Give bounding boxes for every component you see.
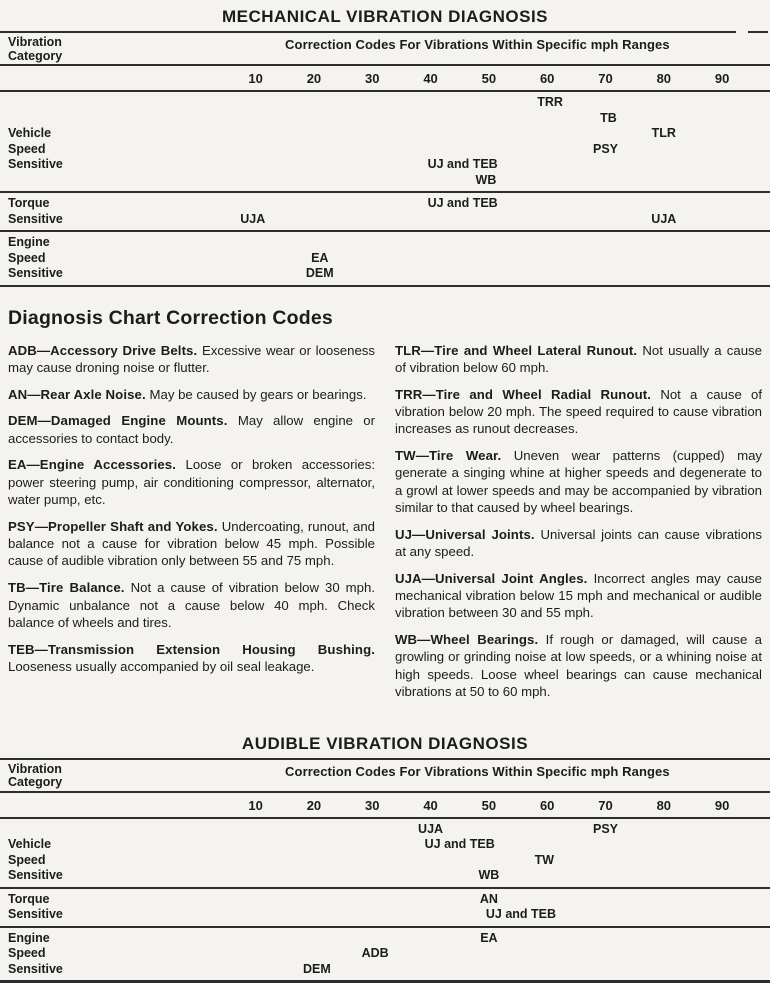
code-uj-and-teb: UJ and TEB (427, 196, 498, 210)
category-label-sensitive: Sensitive (8, 961, 63, 976)
code-tb: TB (600, 110, 617, 125)
mph-tick-80: 80 (656, 71, 672, 86)
mph-tick-20: 20 (306, 71, 322, 86)
code-ea: EA (480, 930, 498, 945)
category-label-sensitive: Sensitive (8, 907, 63, 922)
table-line (0, 142, 770, 158)
category-label-engine: Engine (8, 930, 50, 945)
audible-table-body (0, 819, 770, 983)
mph-tick-10: 10 (248, 71, 263, 86)
category-label-speed: Speed (8, 250, 46, 265)
code-adb: ADB (361, 946, 389, 961)
category-label-sensitive: Sensitive (8, 868, 63, 883)
code-uj-and-teb: UJ and TEB (427, 157, 498, 171)
category-label-speed: Speed (8, 946, 46, 961)
definition-term: TB—Tire Balance. (8, 580, 131, 596)
definition-an (8, 386, 375, 403)
engine-speed-sensitive (0, 232, 770, 287)
definition-text: Not a cause of vibration below 30 mph. Dynamic unbalance not a cause below 40 mph. Check balance of wheels and tires. (8, 580, 375, 630)
mph-tick-90: 90 (714, 71, 730, 86)
mechanical-table-header (0, 33, 770, 64)
code-dem: DEM (305, 266, 334, 280)
table-line (0, 822, 770, 838)
code-tlr: TLR (651, 126, 676, 140)
definition-dem (8, 412, 375, 447)
code-uja: UJA (418, 821, 444, 836)
table-line (0, 931, 770, 947)
code-uja: UJA (651, 211, 677, 226)
category-label-speed: Speed (8, 141, 46, 156)
category-label-sensitive: Sensitive (8, 266, 63, 280)
table-line (0, 266, 770, 282)
category-label-torque: Torque (8, 196, 50, 210)
table-line (0, 111, 770, 127)
definitions-heading: Diagnosis Chart Correction Codes (8, 306, 333, 329)
category-header-line2: Category (8, 775, 63, 790)
table-line (0, 173, 770, 189)
mechanical-mph-scale (0, 66, 770, 90)
audible-diagnosis-section (0, 734, 770, 983)
category-label-vehicle: Vehicle (8, 126, 52, 140)
mph-tick-80: 80 (656, 797, 672, 813)
definition-term: UJ—Universal Joints. (395, 526, 541, 542)
code-dem: DEM (302, 961, 331, 976)
definition-text: Not a cause of vibration below 20 mph. The speed required to cause vibration increases as runout decreases. (395, 386, 762, 437)
table-line (0, 212, 770, 228)
code-wb: WB (478, 868, 500, 883)
table-line (0, 235, 770, 251)
definition-text: Loose or broken accessories: power steering pump, air conditioning compressor, alternator, water pump, etc. (8, 457, 375, 508)
definition-text: Uneven wear patterns (cupped) may generate a singing whine at higher speeds and degenerate to a growl at lower speeds and may be accompanied by vibration similar to that caused by wheel bearings. (395, 447, 763, 515)
definition-term: EA—Engine Accessories. (8, 457, 186, 473)
definition-uj (395, 526, 762, 561)
code-uj-and-teb: UJ and TEB (424, 837, 495, 852)
definition-text: Undercoating, runout, and balance not a cause for vibration below 45 mph. Possible cause of audible vibration only between 55 and 75 mph. (8, 518, 375, 569)
definition-term: UJA—Universal Joint Angles. (395, 570, 594, 586)
category-label-torque: Torque (8, 891, 50, 906)
definitions-left-column (8, 342, 375, 710)
code-ea: EA (311, 250, 329, 265)
table-line (0, 853, 770, 869)
definition-text: May be caused by gears or bearings. (149, 386, 367, 402)
vehicle-speed-sensitive (0, 819, 770, 889)
definition-uja (395, 570, 762, 622)
definition-term: TEB—Transmission Extension Housing Bushing. (8, 641, 375, 657)
torque-sensitive (0, 193, 770, 232)
definition-teb (8, 641, 375, 676)
definition-text: Not usually a cause of vibration below 60 mph. (395, 342, 762, 375)
engine-speed-sensitive (0, 928, 770, 983)
category-label-speed: Speed (8, 852, 46, 867)
definition-tlr (395, 342, 762, 377)
definition-term: TRR—Tire and Wheel Radial Runout. (395, 386, 661, 402)
mph-tick-60: 60 (539, 797, 555, 813)
torque-sensitive (0, 889, 770, 928)
codes-column-header: Correction Codes For Vibrations Within Specific mph Ranges (285, 763, 670, 779)
category-label-sensitive: Sensitive (8, 157, 63, 171)
definition-adb (8, 342, 375, 377)
mph-tick-10: 10 (248, 797, 263, 813)
audible-mph-scale (0, 793, 770, 817)
definition-trr (395, 386, 762, 438)
definition-term: TLR—Tire and Wheel Lateral Runout. (395, 342, 643, 358)
table-line (0, 962, 770, 978)
category-label-vehicle: Vehicle (8, 837, 52, 852)
code-psy: PSY (592, 821, 619, 836)
table-line (0, 946, 770, 962)
audible-table-title: AUDIBLE VIBRATION DIAGNOSIS (241, 733, 529, 753)
definition-text: Universal joints can cause vibrations at any speed. (395, 526, 762, 559)
definition-text: Incorrect angles may cause mechanical vibration below 15 mph and mechanical or audible vibration between 30 and 55 mph. (395, 570, 762, 621)
mechanical-table-title: MECHANICAL VIBRATION DIAGNOSIS (221, 7, 549, 26)
definition-term: TW—Tire Wear. (395, 447, 514, 463)
mph-tick-70: 70 (598, 797, 613, 813)
definition-psy (8, 518, 375, 570)
definition-term: WB—Wheel Bearings. (395, 632, 546, 648)
code-trr: TRR (537, 95, 563, 109)
definition-term: AN—Rear Axle Noise. (8, 386, 150, 402)
mph-tick-30: 30 (365, 797, 380, 813)
category-header-line2: Category (8, 48, 63, 63)
mph-tick-40: 40 (423, 71, 438, 86)
mechanical-table-body (0, 92, 770, 287)
definition-tb (8, 579, 375, 631)
mph-tick-60: 60 (539, 71, 555, 86)
mph-tick-30: 30 (365, 71, 380, 86)
category-header-line1: Vibration (8, 35, 62, 49)
table-line (0, 251, 770, 267)
mph-tick-70: 70 (598, 71, 613, 86)
mph-tick-50: 50 (481, 71, 497, 86)
mph-tick-40: 40 (423, 797, 438, 813)
definition-term: DEM—Damaged Engine Mounts. (8, 413, 238, 429)
vehicle-speed-sensitive (0, 92, 770, 193)
code-tw: TW (534, 852, 554, 867)
mph-tick-90: 90 (714, 797, 730, 813)
code-psy: PSY (592, 141, 619, 156)
definition-text: May allow engine or accessories to contact body. (8, 413, 375, 446)
definition-text: If rough or damaged, will cause a growling or grinding noise at low speeds, or a whining noise at high speeds. Loose wheel bearings can cause mechanical vibrations at 50 to 60 mph. (395, 632, 762, 700)
table-line (0, 196, 770, 212)
definitions-right-column (395, 342, 762, 710)
mph-tick-50: 50 (481, 797, 497, 813)
audible-table-header (0, 760, 770, 791)
definition-term: PSY—Propeller Shaft and Yokes. (8, 518, 222, 534)
definitions-columns (8, 342, 762, 710)
definition-text: Looseness usually accompanied by oil seal leakage. (8, 658, 315, 674)
category-label-sensitive: Sensitive (8, 211, 63, 226)
table-line (0, 868, 770, 884)
code-uja: UJA (240, 211, 266, 226)
table-line (0, 892, 770, 908)
category-label-engine: Engine (8, 235, 50, 249)
table-line (0, 907, 770, 923)
table-line (0, 157, 770, 173)
mechanical-diagnosis-section (0, 7, 770, 287)
table-line (0, 126, 770, 142)
definition-term: ADB—Accessory Drive Belts. (8, 342, 203, 358)
code-wb: WB (475, 172, 497, 187)
category-header-line1: Vibration (8, 761, 62, 776)
correction-codes-definitions (8, 307, 762, 710)
table-line (0, 837, 770, 853)
table-line (0, 95, 770, 111)
mph-tick-20: 20 (306, 797, 322, 813)
code-uj-and-teb: UJ and TEB (485, 907, 557, 922)
definition-tw (395, 447, 762, 516)
definition-text: Excessive wear or looseness may cause droning noise or flutter. (8, 342, 375, 375)
definition-wb (395, 631, 762, 700)
codes-column-header: Correction Codes For Vibrations Within Specific mph Ranges (285, 37, 670, 52)
code-an: AN (479, 891, 498, 906)
definition-ea (8, 456, 375, 508)
